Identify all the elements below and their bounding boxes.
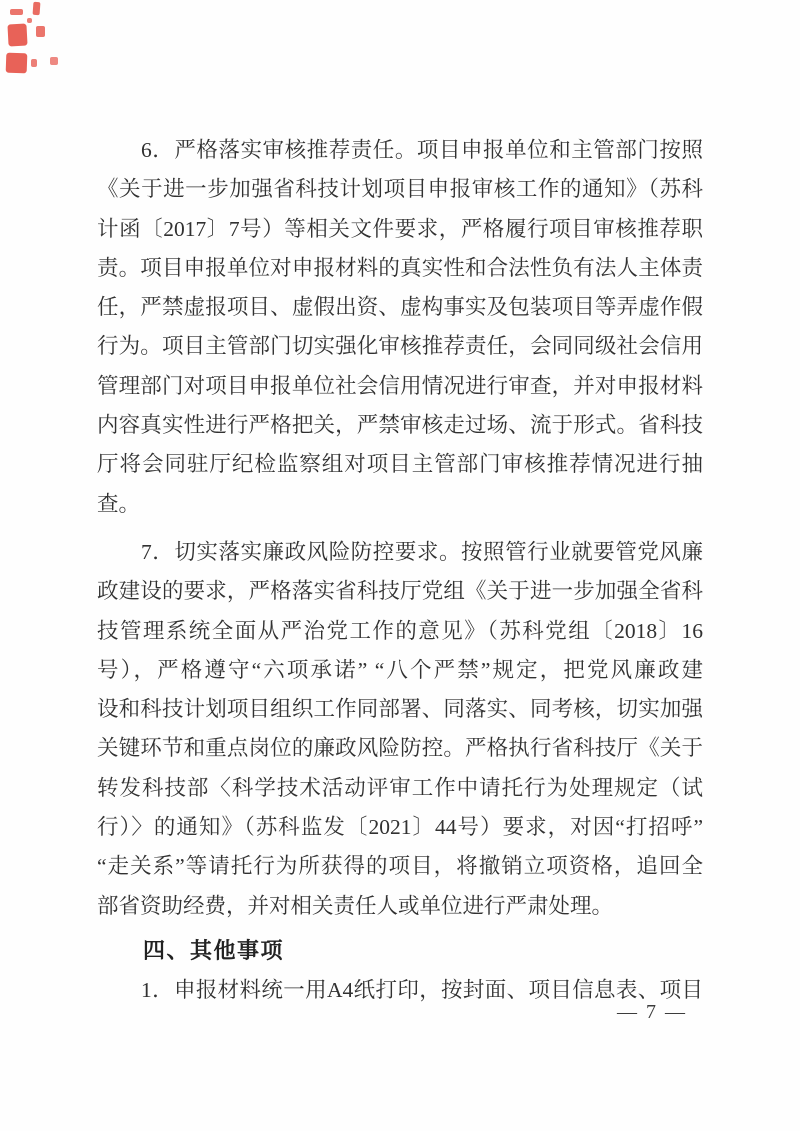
body-line: 计函〔2017〕7号）等相关文件要求，严格履行项目审核推荐职 [97,216,703,241]
document-body [97,131,703,1010]
body-line: 行）〉的通知》（苏科监发〔2021〕44号）要求，对因“打招呼” [97,815,703,840]
body-line: 部省资助经费，并对相关责任人或单位进行严肃处理。 [97,893,614,918]
section-heading-other-matters: 四、其他事项 [143,937,285,963]
paragraph-item-7 [97,533,703,926]
body-line: 7．切实落实廉政风险防控要求。按照管行业就要管党风廉 [141,539,703,564]
body-line: “走关系”等请托行为所获得的项目，将撤销立项资格，追回全 [97,854,703,879]
body-line: 管理部门对项目申报单位社会信用情况进行审查，并对申报材料 [97,373,703,398]
body-line: 1．申报材料统一用A4纸打印，按封面、项目信息表、项目 [141,977,703,1002]
body-line: 设和科技计划项目组织工作同部署、同落实、同考核，切实加强 [97,697,703,722]
stamp-fragment [6,53,28,74]
paragraph-item-6 [97,131,703,524]
page-number: — 7 — [617,1001,687,1023]
body-line: 政建设的要求，严格落实省科技厅党组《关于进一步加强全省科 [97,579,703,604]
stamp-fragment [50,57,58,65]
stamp-fragment [7,24,27,47]
body-line: 厅将会同驻厅纪检监察组对项目主管部门审核推荐情况进行抽 [97,452,703,477]
stamp-fragment [27,18,32,23]
body-line: 技管理系统全面从严治党工作的意见》（苏科党组〔2018〕16 [97,618,703,643]
body-line: 转发科技部〈科学技术活动评审工作中请托行为处理规定（试 [97,775,703,800]
body-line: 关键环节和重点岗位的廉政风险防控。严格执行省科技厅《关于 [97,736,703,761]
body-line: 内容真实性进行严格把关，严禁审核走过场、流于形式。省科技 [97,413,703,438]
body-line: 查。 [97,491,141,516]
body-line: 号），严格遵守“六项承诺” “八个严禁”规定，把党风廉政建 [97,657,703,682]
stamp-fragment [31,59,37,67]
body-line: 责。项目申报单位对申报材料的真实性和合法性负有法人主体责 [97,255,703,280]
body-line: 6．严格落实审核推荐责任。项目申报单位和主管部门按照 [141,138,703,162]
body-line: 行为。项目主管部门切实强化审核推荐责任，会同同级社会信用 [97,334,703,359]
body-line: 《关于进一步加强省科技计划项目申报审核工作的通知》（苏科 [97,177,703,202]
red-stamp-fragments [0,0,80,90]
body-line: 任，严禁虚报项目、虚假出资、虚构事实及包装项目等弄虚作假 [97,295,703,320]
stamp-fragment [10,9,23,15]
stamp-fragment [33,2,41,15]
stamp-fragment [36,26,45,37]
